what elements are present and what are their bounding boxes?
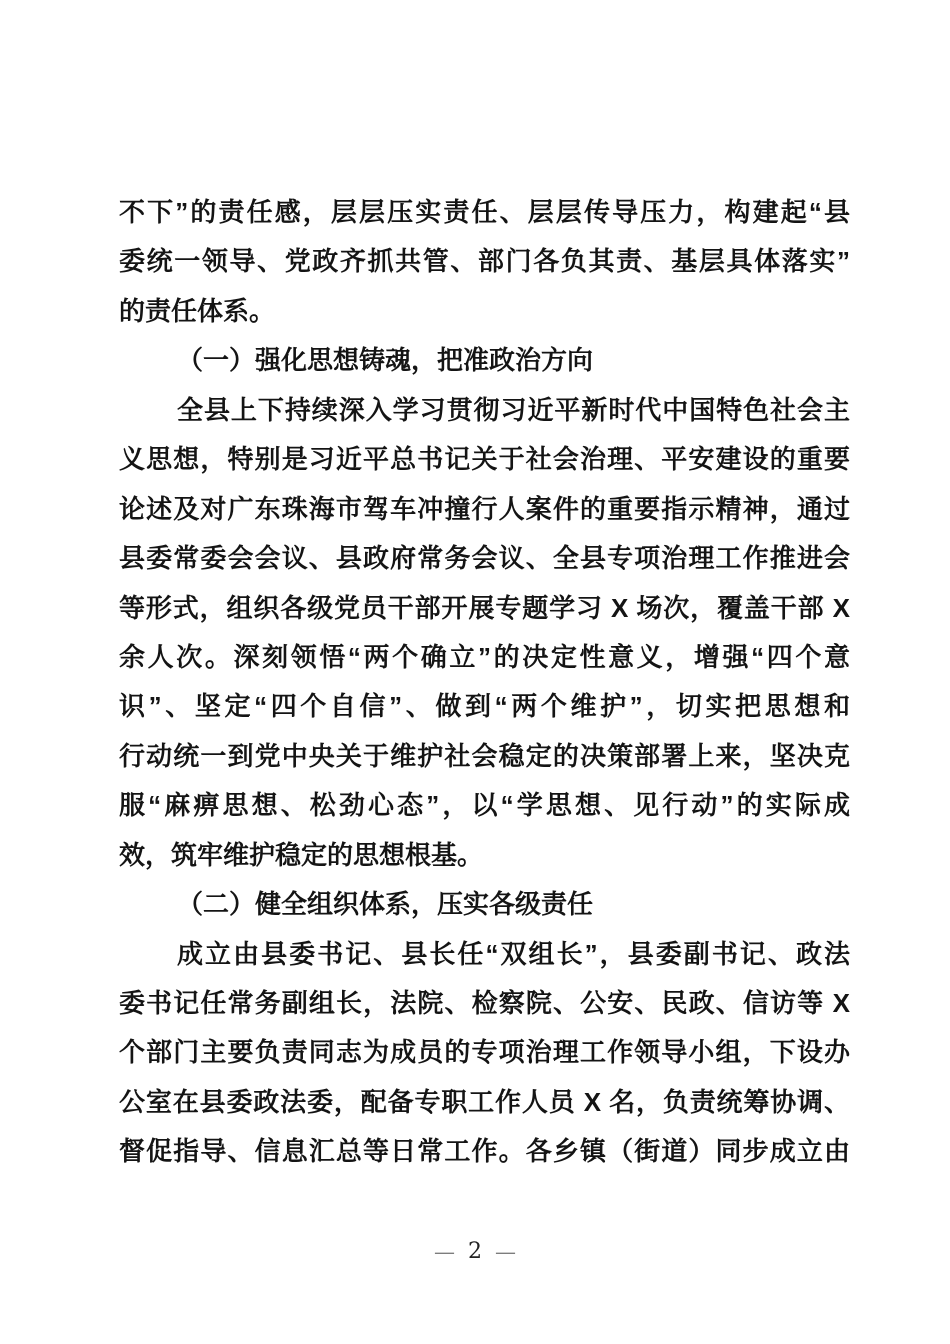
doc-line: 的责任体系。: [119, 295, 276, 326]
doc-line: 效，筑牢维护稳定的思想根基。: [119, 839, 484, 870]
doc-line: 委统一领导、党政齐抓共管、部门各负其责、基层具体落实”: [119, 246, 850, 277]
doc-line: 督促指导、信息汇总等日常工作。各乡镇（街道）同步成立由: [119, 1136, 850, 1167]
doc-line: 成立由县委书记、县长任“双组长”，县委副书记、政法: [177, 938, 850, 969]
doc-line: 论述及对广东珠海市驾车冲撞行人案件的重要指示精神，通过: [119, 493, 850, 524]
footer-dash-left: —: [434, 1239, 455, 1264]
doc-line: 等形式，组织各级党员干部开展专题学习 X 场次，覆盖干部 X: [119, 592, 850, 623]
page-footer: [0, 1236, 950, 1268]
doc-line: 服“麻痹思想、松劲心态”，以“学思想、见行动”的实际成: [119, 790, 850, 821]
page-number: 2: [468, 1239, 482, 1264]
doc-line: 全县上下持续深入学习贯彻习近平新时代中国特色社会主: [177, 394, 850, 425]
document-body: [119, 188, 850, 1177]
section-heading-2: （二）健全组织体系，压实各级责任: [177, 889, 594, 920]
doc-line: 个部门主要负责同志为成员的专项治理工作领导小组，下设办: [119, 1037, 850, 1068]
doc-line: 不下”的责任感，层层压实责任、层层传导压力，构建起“县: [119, 197, 850, 227]
doc-line: 委书记任常务副组长，法院、检察院、公安、民政、信访等 X: [119, 988, 850, 1018]
doc-line: 县委常委会会议、县政府常务会议、全县专项治理工作推进会: [119, 543, 850, 574]
doc-line: 公室在县委政法委，配备专职工作人员 X 名，负责统筹协调、: [119, 1086, 850, 1117]
section-heading-1: （一）强化思想铸魂，把准政治方向: [177, 345, 594, 376]
doc-line: 行动统一到党中央关于维护社会稳定的决策部署上来，坚决克: [119, 740, 850, 771]
doc-line: 余人次。深刻领悟“两个确立”的决定性意义，增强“四个意: [119, 641, 850, 672]
doc-line: 识”、坚定“四个自信”、做到“两个维护”，切实把思想和: [119, 691, 850, 722]
footer-dash-right: —: [495, 1239, 516, 1264]
doc-line: 义思想，特别是习近平总书记关于社会治理、平安建设的重要: [119, 444, 850, 475]
